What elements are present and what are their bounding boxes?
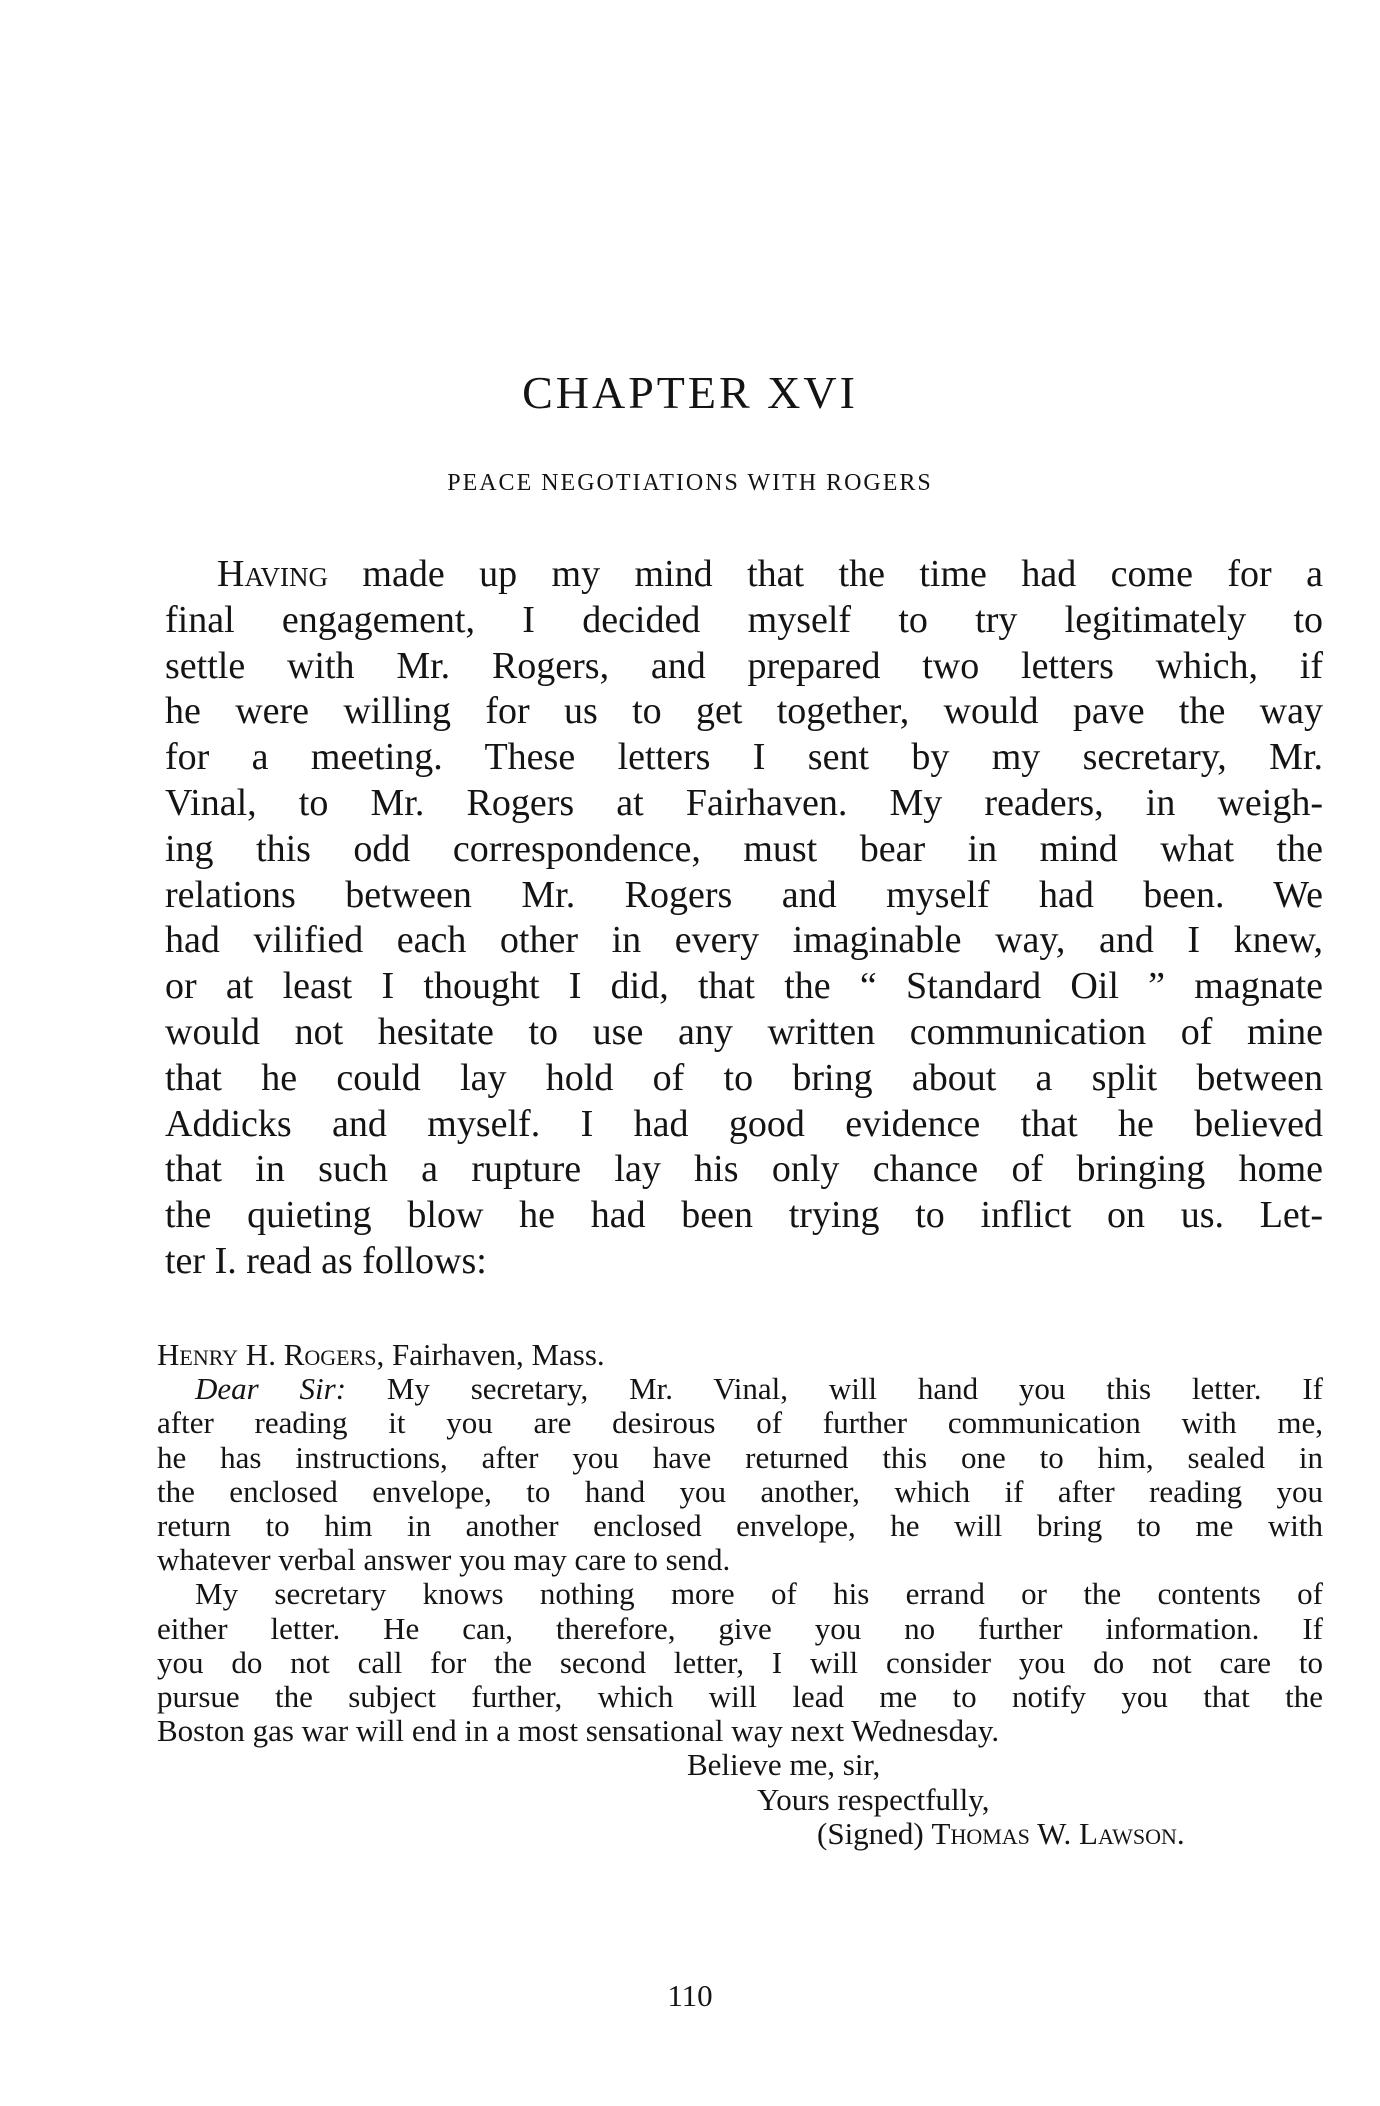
body-line: settle with Mr. Rogers, and prepared two letters which, if — [165, 644, 1323, 687]
letter-salutation: Dear Sir: — [195, 1371, 347, 1407]
body-line: he were willing for us to get together, would pave the way — [165, 690, 1323, 733]
chapter-title: CHAPTER XVI — [522, 367, 858, 418]
body-line: relations between Mr. Rogers and myself had been. We — [165, 873, 1323, 916]
addressee-name: Henry H. Rogers — [157, 1337, 377, 1372]
letter-addressee — [157, 1338, 1323, 1372]
letter-line: either letter. He can, therefore, give you no further information. If — [157, 1610, 1323, 1646]
letter-closing-2: Yours respectfully, — [757, 1781, 990, 1817]
quoted-letter — [157, 1338, 1323, 1851]
letter-line: after reading it you are desirous of further communication with me, — [157, 1405, 1323, 1441]
letter-line: return to him in another enclosed envelope, he will bring to me with — [157, 1508, 1323, 1544]
page-number: 110 — [667, 1978, 713, 2013]
signed-prefix: (Signed) — [817, 1815, 932, 1851]
letter-line: he has instructions, after you have returned this one to him, sealed in — [157, 1439, 1323, 1475]
body-line: ter I. read as follows: — [165, 1239, 487, 1282]
body-line: that he could lay hold of to bring about a split between — [165, 1056, 1323, 1099]
addressee-place: , Fairhaven, Mass. — [376, 1337, 605, 1372]
letter-line: Boston gas war will end in a most sensational way next Wednesday. — [157, 1713, 1000, 1749]
letter-line: pursue the subject further, which will lead me to notify you that the — [157, 1679, 1323, 1715]
letter-line: Dear Sir: My secretary, Mr. Vinal, will hand you this letter. If — [195, 1371, 1323, 1407]
letter-line: whatever verbal answer you may care to send. — [157, 1542, 731, 1578]
body-line: Vinal, to Mr. Rogers at Fairhaven. My readers, in weigh- — [165, 781, 1323, 824]
letter-line: My secretary knows nothing more of his errand or the contents of — [195, 1576, 1323, 1612]
body-line: for a meeting. These letters I sent by my secretary, Mr. — [165, 736, 1323, 779]
body-line: had vilified each other in every imaginable way, and I knew, — [165, 919, 1323, 962]
chapter-body-paragraph — [165, 552, 1323, 1285]
body-line: would not hesitate to use any written communication of mine — [165, 1010, 1323, 1053]
body-line: or at least I thought I did, that the “ Standard Oil ” magnate — [165, 965, 1323, 1008]
letter-signature — [157, 1817, 1323, 1851]
letter-line: you do not call for the second letter, I will consider you do not care to — [157, 1644, 1323, 1680]
lead-word: Having — [217, 553, 328, 595]
chapter-subtitle: PEACE NEGOTIATIONS WITH ROGERS — [447, 470, 933, 496]
letter-closing-1: Believe me, sir, — [687, 1747, 881, 1783]
signature-name: Thomas W. Lawson. — [931, 1815, 1185, 1851]
body-line: the quieting blow he had been trying to inflict on us. Let- — [165, 1194, 1323, 1237]
body-line: Addicks and myself. I had good evidence that he believed — [165, 1102, 1323, 1145]
body-line: Having made up my mind that the time had come for a — [217, 553, 1323, 595]
body-line: that in such a rupture lay his only chance of bringing home — [165, 1148, 1323, 1191]
letter-line: the enclosed envelope, to hand you another, which if after reading you — [157, 1473, 1323, 1509]
body-line: final engagement, I decided myself to try legitimately to — [165, 598, 1323, 641]
body-line: ing this odd correspondence, must bear in mind what the — [165, 827, 1323, 870]
